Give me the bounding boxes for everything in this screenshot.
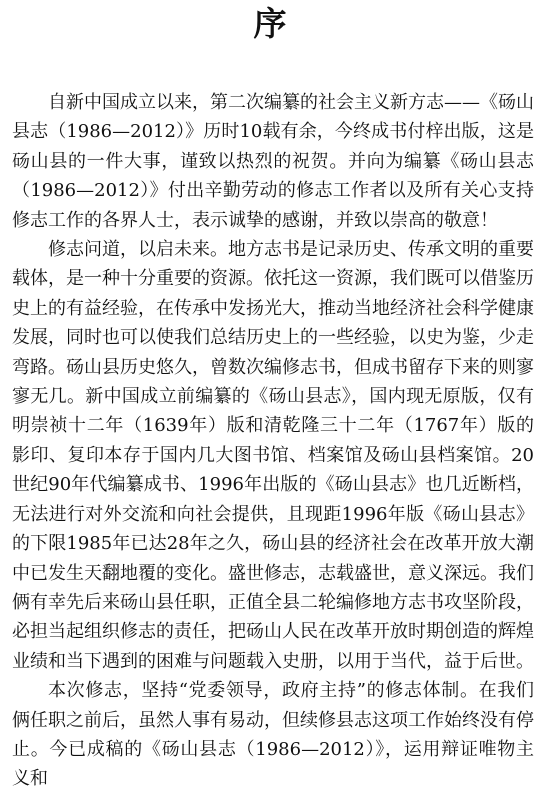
paragraph: 自新中国成立以来，第二次编纂的社会主义新方志——《砀山县志（1986—2012）》历时10载有余，今终成书付梓出版，这是砀山县的一件大事，谨致以热烈的祝贺。并向为编纂《砀山县志（1986—2012）》付出辛勤劳动的修志工作者以及所有关心支持修志工作的各界人士，表示诚挚的感谢，并致以崇高的敬意！: [12, 92, 534, 231]
paragraph: 修志问道，以启未来。地方志书是记录历史、传承文明的重要载体，是一种十分重要的资源。依托这一资源，我们既可以借鉴历史上的有益经验，在传承中发扬光大，推动当地经济社会科学健康发展，同时也可以使我们总结历史上的一些经验，以史为鉴，少走弯路。砀山县历史悠久，曾数次编修志书，但成书留存下来的则寥寥无几。新中国成立前编纂的《砀山县志》，国内现无原版，仅有明崇祯十二年（1639年）版和清乾隆三十二年（1767年）版的影印、复印本存于国内几大图书馆、档案馆及砀山县档案馆。20世纪90年代编纂成书、1996年出版的《砀山县志》也几近断档，无法进行对外交流和向社会提供，且现距1996年版《砀山县志》的下限1985年已达28年之久，砀山县的经济社会在改革开放大潮中已发生天翻地覆的变化。盛世修志，志载盛世，意义深远。我们俩有幸先后来砀山县任职，正值全县二轮编修地方志书攻坚阶段，必担当起组织修志的责任，把砀山人民在改革开放时期创造的辉煌业绩和当下遇到的困难与问题载入史册，以用于当代，益于后世。: [12, 239, 534, 672]
paragraph: 本次修志，坚持“党委领导，政府主持”的修志体制。在我们俩任职之前后，虽然人事有易动，但续修县志这项工作始终没有停止。今已成稿的《砀山县志（1986—2012）》，运用辩证唯物主义和: [12, 680, 534, 790]
page-title: 序: [253, 4, 289, 43]
body-text: [12, 88, 534, 794]
